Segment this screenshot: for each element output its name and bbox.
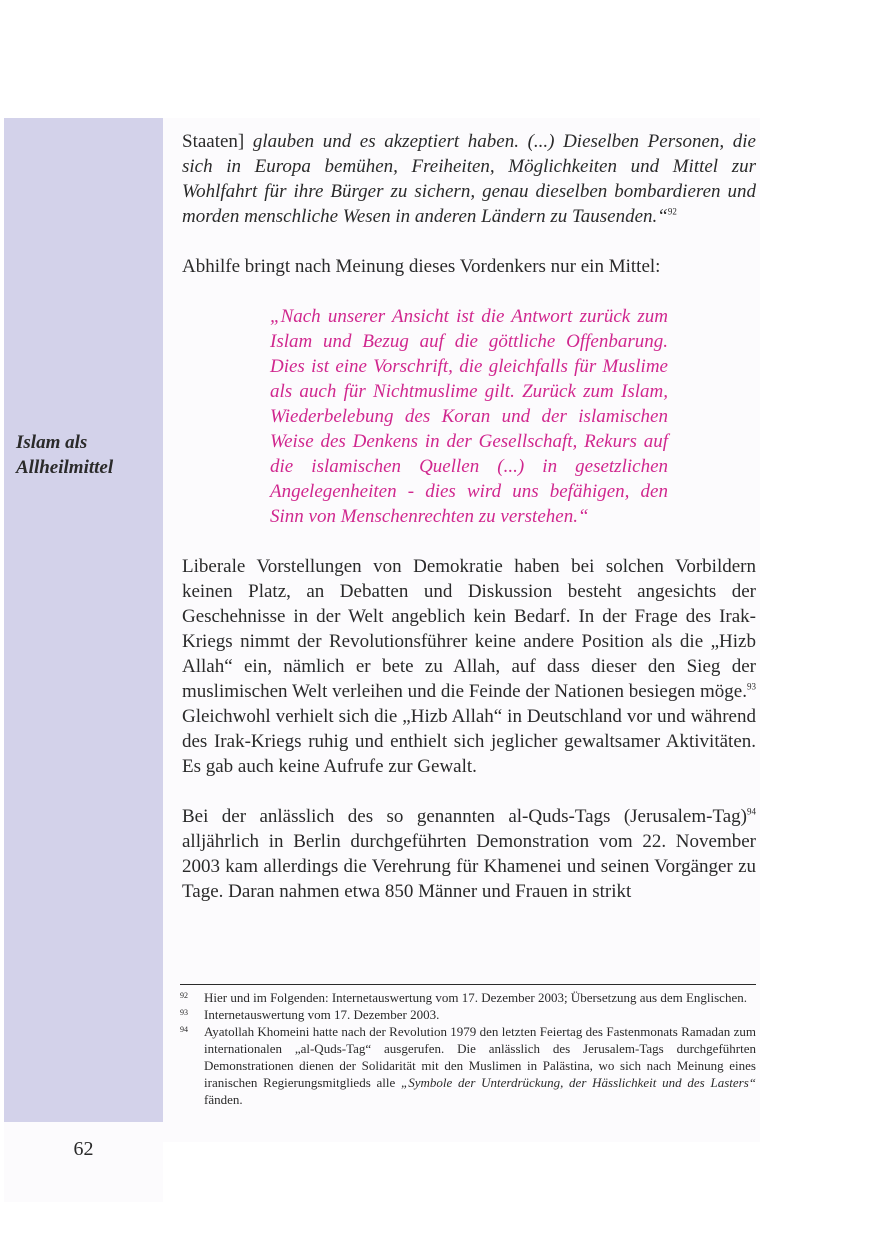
paragraph-3 [182,554,756,779]
footnote-94 [180,1023,756,1108]
main-content [163,118,760,1142]
footnote-text: Internetauswertung vom 17. Dezember 2003. [204,1007,440,1022]
margin-sidebar [4,118,163,1122]
paragraph-4-part-1: Bei der anlässlich des so genannten al-Quds-Tags (Jerusalem-Tag) [182,806,747,827]
paragraph-3-part-2: Gleichwohl verhielt sich die „Hizb Allah“ in Deutschland vor und während des Irak-Kriegs ruhig und enthielt sich jeglicher gewaltsamer Aktivitäten. Es gab auch keine Aufrufe zur Gewalt. [182,706,756,777]
margin-note-line-1: Islam als [16,432,88,453]
footnote-italic-quote: „Symbole der Unterdrückung, der Hässlichkeit und des Lasters“ [401,1075,756,1090]
paragraph-2: Abhilfe bringt nach Meinung dieses Vordenkers nur ein Mittel: [182,256,661,277]
footnote-93 [180,1006,756,1023]
paragraph-1-upright: Staaten] [182,131,253,152]
footnote-ref-92: 92 [667,206,677,217]
margin-note-line-2: Allheilmittel [16,457,114,478]
text-column [182,129,756,904]
footnotes [180,984,756,1108]
footnote-ref-94: 94 [747,806,756,817]
paragraph-1 [182,129,756,229]
footnote-text: Hier und im Folgenden: Internetauswertung vom 17. Dezember 2003; Übersetzung aus dem Englischen. [204,990,747,1005]
paragraph-4 [182,804,756,904]
footnote-text-end: fänden. [204,1092,243,1107]
footnote-number: 93 [180,1008,188,1017]
footnote-ref-93: 93 [747,681,756,692]
margin-note [16,430,113,480]
footnote-number: 92 [180,991,188,1000]
paragraph-1-italic: glauben und es akzeptiert haben. (...) Dieselben Personen, die sich in Europa bemühen, Freiheiten, Möglichkeiten und Mittel zur Wohlfahrt für ihre Bürger zu sichern, genau dieselben bombardieren und morden menschliche Wesen in anderen Ländern zu Tausenden.“ [182,131,756,227]
block-quote: „Nach unserer Ansicht ist die Antwort zurück zum Islam und Bezug auf die göttliche Offenbarung. Dies ist eine Vorschrift, die gleichfalls für Muslime als auch für Nichtmuslime gilt. Zurück zum Islam, Wiederbelebung des Koran und der islamischen Weise des Denkens in der Gesellschaft, Rekurs auf die islamischen Quellen (...) in gesetzlichen Angelegenheiten - dies wird uns befähigen, den Sinn von Menschenrechten zu verstehen.“ [270,306,668,527]
paragraph-4-part-2: alljährlich in Berlin durchgeführten Demonstration vom 22. November 2003 kam allerdings die Verehrung für Khamenei und seinen Vorgänger zu Tage. Daran nahmen etwa 850 Männer und Frauen in strikt [182,831,756,902]
footnote-92 [180,989,756,1006]
footnote-text: Ayatollah Khomeini hatte nach der Revolution 1979 den letzten Feiertag des Fastenmonats Ramadan zum internationalen „al-Quds-Tag“ ausgerufen. Die anlässlich des Jerusalem-Tags durchgeführten Demonstrationen dienen der Solidarität mit den Muslimen in Palästina, wo sich nach Meinung eines iranischen Regierungsmitglieds alle [204,1024,756,1090]
footnote-number: 94 [180,1025,188,1034]
page-number-area [4,1122,163,1202]
page-number: 62 [73,1138,94,1160]
paragraph-3-part-1: Liberale Vorstellungen von Demokratie haben bei solchen Vorbildern keinen Platz, an Debatten und Diskussion besteht angesichts der Geschehnisse in der Welt angeblich kein Bedarf. In der Frage des Irak-Kriegs nimmt der Revolutionsführer keine andere Position als die „Hizb Allah“ ein, nämlich er bete zu Allah, auf dass dieser den Sieg der muslimischen Welt verleihen und die Feinde der Nationen besiegen möge. [182,556,756,702]
